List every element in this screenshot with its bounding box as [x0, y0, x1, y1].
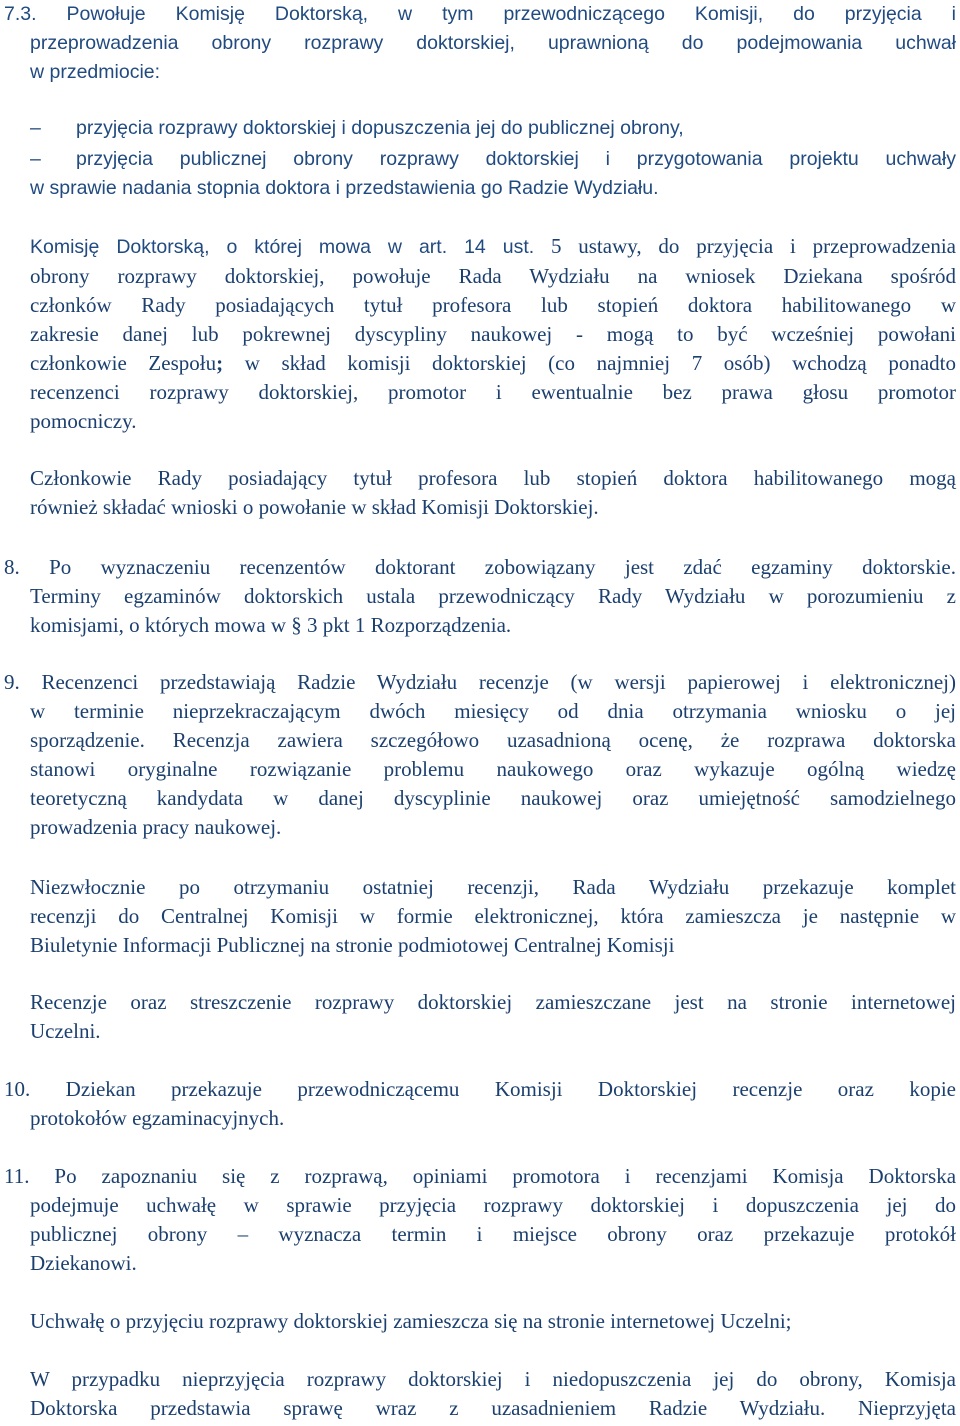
dash-marker: –: [30, 148, 41, 170]
paragraph-line: członków Rady posiadających tytuł profesora lub stopień doktora habilitowanego w: [30, 293, 956, 317]
section-10: [4, 1075, 956, 1133]
paragraph-line: Recenzje oraz streszczenie rozprawy doktorskiej zamieszczane jest na stronie internetowej: [30, 990, 956, 1014]
list-item-text: przyjęcia rozprawy doktorskiej i dopuszczenia jej do publicznej obrony,: [76, 117, 684, 139]
section-text-line: stanowi oryginalne rozwiązanie problemu naukowego oraz wykazuje ogólną wiedzę: [30, 757, 956, 781]
section-text-line: Recenzenci przedstawiają Radzie Wydziału recenzje (w wersji papierowej i elektronicznej): [41, 670, 957, 694]
paragraph-line: Doktorska przedstawia sprawę wraz z uzasadnieniem Radzie Wydziału. Nieprzyjęta: [30, 1396, 956, 1420]
section-text-line: przeprowadzenia obrony rozprawy doktorskiej, uprawnioną do podejmowania uchwał: [30, 32, 956, 54]
dash-marker: –: [30, 117, 41, 139]
section-number: 7.3.: [4, 3, 37, 25]
section-text-line: prowadzenia pracy naukowej.: [30, 815, 282, 839]
section-text-line: protokołów egzaminacyjnych.: [30, 1106, 285, 1130]
paragraph-line: Członkowie Rady posiadający tytuł profesora lub stopień doktora habilitowanego mogą: [30, 466, 956, 490]
section-9-paragraph-2: [30, 873, 956, 960]
section-9: [4, 668, 956, 842]
section-number: 10.: [4, 1077, 31, 1101]
members-paragraph: [30, 464, 956, 522]
section-8: [4, 553, 956, 640]
section-text-line: Terminy egzaminów doktorskich ustala przewodniczący Rady Wydziału w porozumieniu z: [30, 584, 956, 608]
paragraph-line: zakresie danej lub pokrewnej dyscypliny naukowej - mogą to być wcześniej powołani: [30, 322, 956, 346]
section-text-line: Dziekan przekazuje przewodniczącemu Komisji Doktorskiej recenzje oraz kopie: [65, 1077, 956, 1101]
section-text-line: publicznej obrony – wyznacza termin i miejsce obrony oraz przekazuje protokół: [30, 1222, 956, 1246]
section-7-3: [4, 0, 956, 87]
section-text-line: komisjami, o których mowa w § 3 pkt 1 Rozporządzenia.: [30, 613, 512, 637]
paragraph-line: Biuletynie Informacji Publicznej na stronie podmiotowej Centralnej Komisji: [30, 933, 675, 957]
section-text-line: Powołuje Komisję Doktorską, w tym przewodniczącego Komisji, do przyjęcia i: [66, 3, 956, 25]
paragraph-line: Uchwałę o przyjęciu rozprawy doktorskiej zamieszcza się na stronie internetowej Uczelni;: [30, 1309, 792, 1333]
section-11: [4, 1162, 956, 1278]
paragraph-line: również składać wnioski o powołanie w skład Komisji Doktorskiej.: [30, 495, 599, 519]
section-11-paragraph-2: [30, 1307, 956, 1336]
section-text-line: Dziekanowi.: [30, 1251, 137, 1275]
section-text-line: w terminie nieprzekraczającym dwóch miesięcy od dnia otrzymania wniosku o jej: [30, 699, 956, 723]
paragraph-line: recenzenci rozprawy doktorskiej, promotor i ewentualnie bez prawa głosu promotor: [30, 380, 956, 404]
paragraph-line: W przypadku nieprzyjęcia rozprawy doktorskiej i niedopuszczenia jej do obrony, Komisja: [30, 1367, 956, 1391]
paragraph-text: w skład komisji doktorskiej (co najmniej 7 osób) wchodzą ponadto: [223, 351, 956, 375]
section-text-line: Po zapoznaniu się z rozprawą, opiniami promotora i recenzjami Komisja Doktorska: [54, 1164, 957, 1188]
list-item-text: przyjęcia publicznej obrony rozprawy doktorskiej i przygotowania projektu uchwały: [76, 148, 956, 170]
section-number: 9.: [4, 670, 20, 694]
section-text-line: Po wyznaczeniu recenzentów doktorant zobowiązany jest zdać egzaminy doktorskie.: [49, 555, 956, 579]
semicolon-mark: ;: [216, 351, 224, 375]
commission-paragraph: [30, 232, 956, 436]
list-item-text: w sprawie nadania stopnia doktora i przedstawienia go Radzie Wydziału.: [30, 177, 659, 199]
paragraph-line: Niezwłocznie po otrzymaniu ostatniej recenzji, Rada Wydziału przekazuje komplet: [30, 875, 956, 899]
section-text-line: sporządzenie. Recenzja zawiera szczegółowo uzasadnioną ocenę, że rozprawa doktorska: [30, 728, 956, 752]
section-11-paragraph-3: [30, 1365, 956, 1423]
paragraph-line: Uczelni.: [30, 1019, 101, 1043]
paragraph-text: członkowie Zespołu: [30, 351, 217, 375]
section-text-line: teoretyczną kandydata w danej dyscyplinie naukowej oraz umiejętność samodzielnego: [30, 786, 956, 810]
section-number: 8.: [4, 555, 20, 579]
section-9-paragraph-3: [30, 988, 956, 1046]
section-text-line: podejmuje uchwałę w sprawie przyjęcia rozprawy doktorskiej i dopuszczenia jej do: [30, 1193, 956, 1217]
paragraph-line: obrony rozprawy doktorskiej, powołuje Rada Wydziału na wniosek Dziekana spośród: [30, 264, 956, 288]
paragraph-lead: Komisję Doktorską, o której mowa w art. 14 ust.: [30, 236, 535, 258]
list-item: [30, 114, 956, 143]
list-item: [30, 145, 956, 203]
paragraph-text: 5 ustawy, do przyjęcia i przeprowadzenia: [534, 234, 956, 258]
section-number: 11.: [4, 1164, 30, 1188]
section-text-line: w przedmiocie:: [30, 61, 161, 83]
paragraph-line: pomocniczy.: [30, 409, 137, 433]
paragraph-line: recenzji do Centralnej Komisji w formie elektronicznej, która zamieszcza je następnie w: [30, 904, 956, 928]
